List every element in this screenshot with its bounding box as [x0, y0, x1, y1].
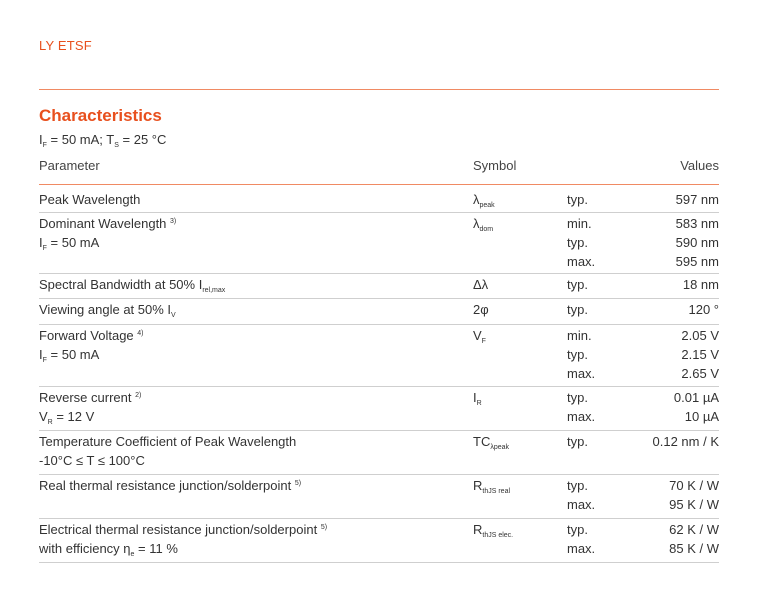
- value-cell: [688, 300, 719, 319]
- value: 95 K / W: [669, 497, 719, 512]
- qualifier-cell: [567, 388, 595, 426]
- symbol-cell: [473, 388, 482, 407]
- symbol: [473, 432, 509, 451]
- table-row: [39, 298, 719, 325]
- qualifier: typ.: [567, 434, 588, 449]
- qualifier: typ.: [567, 522, 588, 537]
- value: 583 nm: [675, 216, 719, 231]
- parameter-name: [39, 432, 296, 451]
- footnote-ref: 3): [170, 218, 177, 225]
- qualifier: max.: [567, 254, 596, 269]
- parameter-text: Dominant Wavelength: [39, 216, 171, 231]
- qualifier-cell: [567, 214, 595, 271]
- condition-subscript: R: [47, 419, 53, 426]
- condition-text: I: [39, 347, 43, 362]
- condition-value: = 50 mA: [46, 235, 100, 250]
- parameter-cell: [39, 388, 141, 426]
- value-cell: [681, 326, 719, 383]
- condition-value: = 50 mA: [46, 347, 100, 362]
- condition-value: = 12 V: [52, 409, 95, 424]
- condition-text: I: [39, 235, 43, 250]
- parameter-name: [39, 214, 176, 233]
- qualifier: typ.: [567, 302, 588, 317]
- header-symbol: Symbol: [473, 158, 517, 173]
- value: 85 K / W: [669, 541, 719, 556]
- section-title: Characteristics: [39, 106, 162, 125]
- symbol-subscript: dom: [479, 226, 494, 233]
- table-row: [39, 324, 719, 387]
- table-row: [39, 474, 719, 519]
- symbol-cell: [473, 476, 510, 495]
- qualifier: typ.: [567, 347, 588, 362]
- symbol-text: R: [473, 522, 483, 537]
- qualifier: max.: [567, 541, 596, 556]
- parameter-cell: [39, 214, 176, 252]
- symbol: [473, 190, 495, 209]
- qualifier: min.: [567, 216, 592, 231]
- value-cell: [676, 214, 719, 271]
- parameter-subscript: rel,max: [202, 287, 226, 294]
- header-parameter: Parameter: [39, 158, 100, 173]
- symbol-text: λ: [473, 216, 480, 231]
- parameter-text: Real thermal resistance junction/solderpoint: [39, 478, 295, 493]
- parameter-cell: [39, 300, 176, 319]
- symbol-text: V: [473, 328, 482, 343]
- value: 590 nm: [675, 235, 719, 250]
- parameter-name: [39, 476, 301, 495]
- symbol-subscript: R: [476, 400, 482, 407]
- header-values: Values: [680, 158, 719, 173]
- symbol-text: I: [473, 390, 477, 405]
- qualifier-cell: [567, 300, 588, 319]
- table-row: [39, 273, 719, 299]
- symbol-cell: [473, 300, 489, 319]
- value: 2.65 V: [681, 366, 719, 381]
- symbol-subscript: thJS real: [482, 488, 511, 495]
- value: 0.01 µA: [673, 390, 719, 405]
- symbol-subscript: peak: [479, 202, 495, 209]
- symbol: [473, 214, 493, 233]
- footnote-ref: 4): [137, 330, 144, 337]
- value-cell: [683, 275, 719, 294]
- parameter-condition: [39, 451, 296, 470]
- value-cell: [669, 476, 719, 514]
- parameter-name: [39, 275, 225, 294]
- qualifier: max.: [567, 366, 596, 381]
- symbol-text: Δλ: [473, 277, 489, 292]
- parameter-name: [39, 520, 327, 539]
- value: 2.15 V: [681, 347, 719, 362]
- parameter-text: Peak Wavelength: [39, 192, 141, 207]
- parameter-name: [39, 388, 141, 407]
- table-row: [39, 386, 719, 431]
- header-divider: [39, 89, 719, 90]
- value: 595 nm: [675, 254, 719, 269]
- symbol: [473, 326, 486, 345]
- symbol: [473, 275, 488, 294]
- qualifier: typ.: [567, 390, 588, 405]
- symbol-subscript: thJS elec.: [482, 532, 514, 539]
- table-row: [39, 212, 719, 274]
- qualifier: typ.: [567, 192, 588, 207]
- condition-text: with efficiency η: [39, 541, 131, 556]
- value: 18 nm: [682, 277, 719, 292]
- table-row: [39, 430, 719, 475]
- table-row: [39, 188, 719, 213]
- parameter-name: [39, 300, 176, 319]
- symbol-text: TC: [473, 434, 491, 449]
- test-conditions: $I_F = 50$ mA; $T_S = 25$ °C: [39, 132, 167, 149]
- qualifier: min.: [567, 328, 592, 343]
- parameter-condition: [39, 345, 144, 364]
- value: 2.05 V: [681, 328, 719, 343]
- symbol-cell: [473, 275, 488, 294]
- parameter-text: Viewing angle at 50% I: [39, 302, 172, 317]
- parameter-text: Spectral Bandwidth at 50% I: [39, 277, 203, 292]
- symbol-cell: [473, 214, 493, 233]
- symbol-subscript: λpeak: [490, 444, 510, 451]
- value: 597 nm: [675, 192, 719, 207]
- symbol-cell: [473, 432, 509, 451]
- value-cell: [676, 190, 719, 209]
- parameter-text: Electrical thermal resistance junction/solderpoint: [39, 522, 321, 537]
- symbol-cell: [473, 190, 495, 209]
- parameter-condition: [39, 407, 141, 426]
- value-cell: [674, 388, 719, 426]
- symbol: [473, 520, 513, 539]
- qualifier: typ.: [567, 478, 588, 493]
- parameter-text: Reverse current: [39, 390, 136, 405]
- qualifier-cell: [567, 432, 588, 451]
- symbol-text: R: [473, 478, 483, 493]
- parameter-cell: [39, 326, 144, 364]
- parameter-text: Temperature Coefficient of Peak Wavelength: [39, 434, 297, 449]
- footnote-ref: 5): [320, 524, 328, 531]
- product-name: LY ETSF: [39, 38, 92, 53]
- value: 62 K / W: [669, 522, 719, 537]
- symbol-text: 2φ: [473, 302, 489, 317]
- symbol-cell: [473, 326, 486, 345]
- condition-subscript: e: [130, 551, 135, 558]
- qualifier: max.: [567, 497, 596, 512]
- parameter-condition: [39, 539, 327, 558]
- qualifier: max.: [567, 409, 596, 424]
- parameter-cell: [39, 476, 301, 495]
- condition-subscript: F: [42, 245, 47, 252]
- parameter-cell: [39, 432, 296, 470]
- footnote-ref: 5): [294, 480, 302, 487]
- symbol-cell: [473, 520, 513, 539]
- condition-text: V: [39, 409, 48, 424]
- value-cell: [653, 432, 719, 451]
- value: 10 µA: [684, 409, 719, 424]
- qualifier-cell: [567, 520, 595, 558]
- footnote-ref: 2): [135, 392, 142, 399]
- parameter-cell: [39, 190, 140, 209]
- parameter-name: [39, 326, 144, 345]
- parameter-name: [39, 190, 140, 209]
- value: 0.12 nm / K: [652, 434, 719, 449]
- qualifier-cell: [567, 326, 595, 383]
- symbol-subscript: F: [481, 338, 486, 345]
- condition-value: = 11 %: [134, 541, 178, 556]
- value-cell: [669, 520, 719, 558]
- value: 70 K / W: [669, 478, 719, 493]
- qualifier-cell: [567, 476, 595, 514]
- condition-subscript: F: [42, 357, 47, 364]
- condition-text: -10°C ≤ T ≤ 100°C: [39, 453, 145, 468]
- value: 120 °: [688, 302, 719, 317]
- parameter-cell: [39, 275, 225, 294]
- symbol-text: λ: [473, 192, 480, 207]
- symbol: [473, 476, 510, 495]
- header-rule: [39, 184, 719, 185]
- qualifier-cell: [567, 275, 588, 294]
- parameter-text: Forward Voltage: [39, 328, 138, 343]
- table-header: [39, 158, 719, 180]
- parameter-subscript: V: [171, 312, 176, 319]
- table-row: [39, 518, 719, 563]
- symbol: [473, 388, 482, 407]
- qualifier: typ.: [567, 235, 588, 250]
- qualifier: typ.: [567, 277, 588, 292]
- qualifier-cell: [567, 190, 588, 209]
- parameter-condition: [39, 233, 176, 252]
- parameter-cell: [39, 520, 327, 558]
- symbol: [473, 300, 489, 319]
